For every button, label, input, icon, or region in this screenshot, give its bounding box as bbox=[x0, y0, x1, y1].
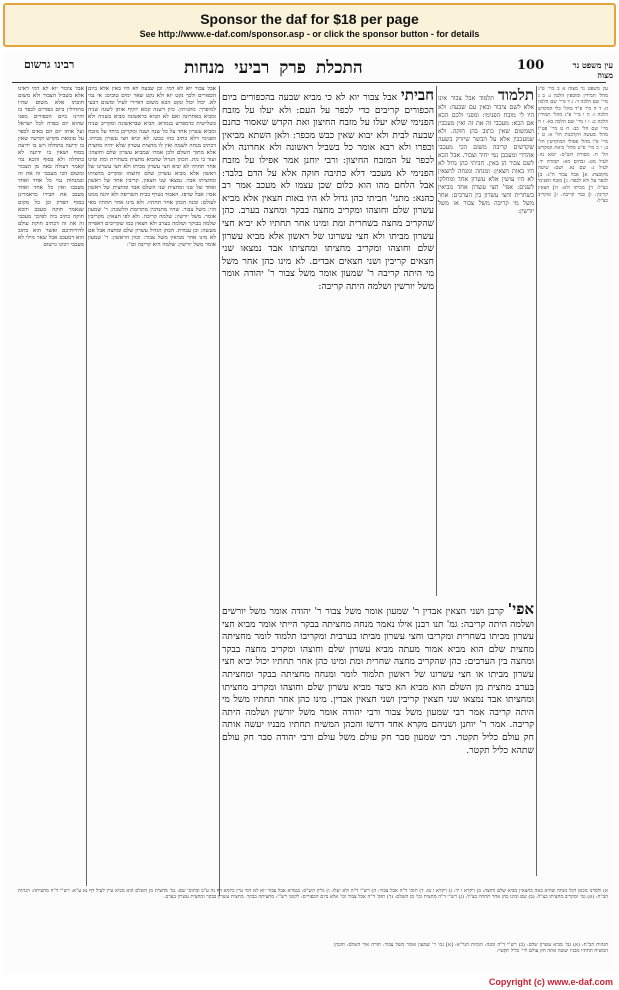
sponsor-headline[interactable]: Sponsor the daf for $18 per page bbox=[200, 11, 419, 27]
sponsor-banner[interactable] bbox=[3, 3, 616, 47]
rabbeinu-gershom-column bbox=[18, 86, 84, 886]
gemara-text-upper bbox=[222, 86, 434, 294]
gemara-opening-word: חביתי bbox=[400, 86, 434, 104]
rashi-opening-word: תלמוד bbox=[497, 86, 534, 104]
ein-mishpat-text: עין משפט נר מצוה א ב מיי' פ"ג מהל' תמידין ומוספין הלכה ג: ב ג מיי' שם הלכה ד: ג ד מיי' שם הלכה ה: ד ה מיי' פ"ד מהל' כלי המקדש הלכה ו: ה ו מיי' פ"ג מהל' תמידין הלכה כ: ו ז מיי' שם הלכה כא: ז ח מיי' שם הל' כב: ח ט מיי' פט"ו מהל' מעשה הקרבנות הל' א: ט י מיי' פ"ו מהל' פסולי המוקדשין הל' ב: י כ מיי' פ"ט מהל' ביאת המקדש הל' ח: מסורת הש"ס: יומא נה: לעיל מט: זבחים מא: תמורה יד: לעיל נ: שם נא. ושם: שיטה מקובצת: א] אבל צבור ה"ג: ב] לכפר על ולא לכפר: ג] מזבח הפנימי כצ"ל: ד] מביתו ולא: ה] חצאין קריבין: ו] כבר קריבה: ז] ומקריב כצ"ל: bbox=[538, 86, 608, 205]
column-divider bbox=[86, 86, 87, 886]
hagahot-box bbox=[334, 942, 608, 968]
gemara-upper-body: אבל צבור יוא לא כי מביא שבעה בהכפורים ביום הכפורים קריבים כדי לכפר על העם: ולא יעלו על מזבח הפנימי שלא יעלו על מזבח החיצון ואת הקדש שאסור כחנם שבעה לבית ולא יבוא שאין כבש מכפר: ולאן השתא מביאין וכפרו ולא רבא אומר כל בשביל ראשונה ולא אחרונה ולא לכפר על המזבח החיצון: ורבי יוחנן אמר אפילו על מזבח הפנימי לא מעכבי דלא כתיבה חוקה אלא על הדם בלבד: אבל הלחם מהו הוא כלום שכן עצמו לא מעכב אמר רב כהנא: מתני' חביתי כהן גדול לא היו באות חצאין אלא מביא עשרון שלם וחוצהו ומקריב מחצה בבקר ומחצה בערב. כהן שהקריב מחצה בשחרית ומת ומינו אחר תחתיו לא יביא חצי עשרון מביתו ולא חצי עשרונו של ראשון אלא מביא עשרון שלם וחוצהו ומקריב מחציתו ומחציתו אבד נמצאו שני חצאים קריבין ושני חצאים אבדים. לא מינו כהן אחר משל מי היתה קריבה ר' שמעון אומר משל צבור ר' יהודה אומר משל יורשין ושלמה היתה קריבה: bbox=[222, 92, 434, 292]
gemara-lower-body: קרבן ושני חצאין אבדין ר' שמעון אומר משל צבור ר' יהודה אומר משל יורשים ושלמה היתה קריבה: גמ' תנו רבנן אילו נאמר מנחה מחציתה בבקר הייתי אומר מביא חצי עשרון מביתו בשחרית ומקריבו וחצי עשרון מביתו בערבית ומקריבו תלמוד לומר מחציתה מחצית שלם הוא מביא אמור מעתה מביא עשרון שלם וחוצהו ומקריב מחצה בבקר ומחצה בין הערבים: כהן שהקריב מחצה שחרית ומת ומינו כהן אחר תחתיו יכול יביא חצי עשרון מביתו או חצי עשרונו של ראשון תלמוד לומר ומנחה מחציתה בבקר ומחציתה בערב מחצית מן השלם הוא מביא הא כיצד מביא עשרון שלם וחוצהו ומקריב מחציתו ומחציתו אבד נמצאו שני חצאין קריבין ושני חצאין אבדין. מינו כהן אחר תחתיו משל מי היתה קריבה אמר רבי שמעון משל צבור ורבי יהודה אומר משל יורשין ושלמה היתה קריבה. אמר ר' יוחנן ושניהם מקרא אחד דרשו והכהן המשיח תחתיו מבניו יעשה אותה חק עולם כליל תקטר. רבי שמעון סבר חק עולם משל עולם ורבי יהודה סבר חק עולם שתהא כליל תקטר. bbox=[222, 606, 534, 756]
column-divider bbox=[219, 86, 220, 896]
gemara-column-lower bbox=[222, 600, 534, 880]
rabbeinu-gershom-text: אבל ציבור יוא לא דמי דאינו אלא בשביל הצבור ולא משום חובתו אלא משום שהיו מתחילין ביום כפורים לכפר בו והיינו ביום הכפורים מפני שהוא יום כפרה לכל ישראל ועל אותו יום הם באים לכפר על טומאת מקדש וקדשיו שאין בו ידיעה בתחלה ויש בו ידיעה בסוף ושאין בו ידיעה לא בתחלה ולא בסוף והכא נמי קאמר דעולה באה מן הצבור ומשום הכי מעכבי זה את זה ובמנחות נמי כל אחד ואחד מעכבו ואין כל אחד ואחד מעכב את חבירו כדאמרינן בסוף הפרק וכן כל מקום שנאמר חוקה מעכב והכא חוקה כתיב ביה לפיכך מעכבי זה את זה דכתיב חוקת עולם לדורותיכם ואשר הוא כתוב הוא דמעכב אבל שאר מילי לא מעכבי רבינו גרשום bbox=[18, 86, 84, 249]
gemara-lower-opening-word: אפי' bbox=[507, 600, 534, 618]
gemara-column-upper bbox=[222, 86, 434, 596]
hagahot-text: הגהות הב"ח: (א) גמ' מביא עשרון שלם: (ב) רש"י ד"ה ומנה: הגהות הגר"א: [א] גמ' ר' שמעון אומר משל צבור: תורה אור השלם: והכהן המשיח תחתיו מבניו יעשה אתה חק עולם ליי' כליל תקטר: bbox=[334, 942, 608, 955]
tosafot-column bbox=[88, 86, 216, 896]
column-divider bbox=[536, 86, 537, 876]
rashi-outer-body: תלמוד אבל צבור אינו אלא לשם ציבור ובאין עם שבעה: ולא היו לי מזבח הפנימי: ומפני ולכם הכא אם הכא: מעכבי זה את זה ואין מעכבין ושמשום שאין כתוב בהן חוקה. ולא שמעכבין אלא על הבשר שיזרק בשעה שקדשים קריבה משום הכי מעכבי אהדדי ומעכבן נמי יחיד וצבור. אבל הכא לשם צבור הן באין. חביתי כהן גדול לא היו באות חצאין: ומנחה ומנחה לחצאין לא היו עושין אלא עשרון אחד ומחלקו לשנים: אפי' חצי עשרון אחד מביאין בשחרית וחצי עשרון בין הערבים: אחר משל מי קריבה משל צבור או משל יורשין: bbox=[438, 95, 534, 215]
rashi-outer-text bbox=[438, 86, 534, 216]
page-number: 100 bbox=[517, 58, 545, 73]
bottom-glosses bbox=[18, 888, 608, 940]
ein-mishpat-margin bbox=[538, 86, 608, 876]
bottom-glosses-text: א) ולמדנו מכאן דכל מנחה שהיא באה בחצאין מביא שלם וחוצה: ב) ויקרא ו יד: ג) ויקרא ו טו: ד) תוס' ד"ה אבל צבור: ה) רש"י ד"ה ולא יעלו: ו) גליון הש"ס: בגמרא אבל צבור יוא לא דמי עיין ביומא דף נה ע"ב ובתוס' שם: גמ' מחצית מן השלם הוא מביא עיין לעיל דף נא ע"א: רש"י ד"ה מחציתה: הגהות הב"ח: (א) גמ' ומקריב מחציתו כצ"ל: (ב) שם ומינו כהן אחר תחתיו כצ"ל: (ג) רש"י ד"ה מחצית וכו' מן השלם: (ד) תוס' ד"ה אבל צבור וכו' אלא ביום הכפורים: לקוטי רש"י: מחציתה בבקר. מחצית עשרון בבקר ומחצית עשרון בערב: bbox=[18, 888, 608, 901]
talmud-page bbox=[4, 52, 615, 974]
column-divider bbox=[436, 86, 437, 596]
ein-mishpat-label: עין משפט נר מצוה bbox=[572, 60, 613, 80]
copyright-link[interactable]: Copyright (c) www.e-daf.com bbox=[488, 977, 613, 987]
tosafot-text: אבל צבור יוא לא דמי. וכן שבעה לא היו באין אלא ביום הכפורים ולכך נקט יוא ולא נקט שאר ימים טובים: אי נמי לא. יכול יכול ונקט הכא משום דאיירי לעיל ומשום דבעי למיפרך: מתניתין. כיון דשנה קמא יזקיף אותן לשנה שניה ומביא באחרונה ואם לא הביא בראשונה מביא בשניה ולא בשלישית כדמפרש בגמרא: הביא שבראשונה ומקריב שניה ומביא עשרון אחד על כל שנה ושנה ומקריבן ביחד על מזבח הפנימי דלא כתיב בהו כבש: לא יביא חצי עשרון מביתו. דכתיב מנחה לשמה ואין לו מחצית עשרון שלא יהיה מחצית אלא מתוך השלם ולכן אמרו שמביא עשרון שלם וחוצהו: ועוד כי מת. הכהן הגדול שהביא מחצית בשחרית ומת ומינו אחר תחתיו לא יביא חצי עשרון מביתו ולא חצי עשרונו של ראשון אלא מביא עשרון שלם וחוצהו ומקריב מחציתו ומחציתו אבד: נמצאו שני חצאין. קריבין אחד של ראשון ואחד של שני ומחצית שני השלם אבד ומחצית של ראשון אבד: אבל שרפו. האבוד נשרף בבית השריפה ולא יהנה ממנו לעולם: ומנה הכהן אחר תחתיו. ולא מינו אחר תחתיו מאי הוי: משל צבור. שהיו מתנדבין מתרומת הלשכה: ר' שמעון אומר. משל יורשין: שלמה קריבה. ולא לפי חצאין: מקריבין שלמה בבוקר ושלמה בערב ולא חצאין כמו שקריבים דאפייה מעשה: וכן עבודת. הכהן הגדול עשרון שלם ומחצה אבל אם לא מינו אחר מביאין משל צבור: וכוון הראשון: ר' שמעון אומר משל יורשין: שלמה היא קריבה וכו': bbox=[88, 86, 216, 249]
header-rule bbox=[12, 82, 606, 83]
header-left-label: רבינו גרשום bbox=[24, 58, 75, 71]
gemara-text-lower bbox=[222, 600, 534, 757]
rashi-outer-column bbox=[438, 86, 534, 596]
sponsor-subline[interactable]: See http://www.e-daf.com/sponsor.asp - or click the sponsor button - for details bbox=[139, 29, 480, 39]
page-title: התכלת פרק רביעי מנחות bbox=[184, 58, 363, 78]
